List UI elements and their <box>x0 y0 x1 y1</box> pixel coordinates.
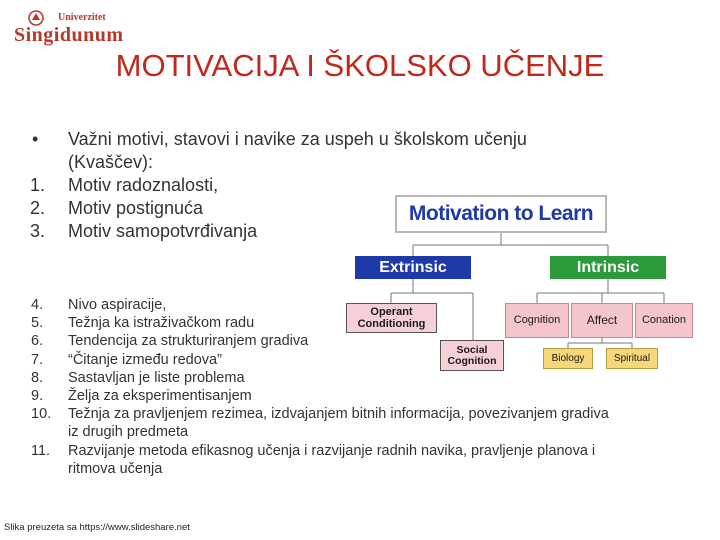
item-number: 1. <box>30 175 46 195</box>
spiritual-box: Spiritual <box>606 348 658 369</box>
cognition-box: Cognition <box>505 303 569 338</box>
social-line-2: Cognition <box>447 354 497 367</box>
logo-top-text: Univerzitet <box>58 12 106 23</box>
logo-main-text: Singidunum <box>14 24 124 46</box>
item-number: 8. <box>31 369 44 386</box>
social-line-1: Social <box>456 343 488 356</box>
intro-bullet <box>30 128 690 151</box>
conation-box: Conation <box>635 303 693 338</box>
item-continuation: iz drugih predmeta <box>68 424 189 441</box>
image-credit: Slika preuzeta sa https://www.slideshare.net <box>4 522 190 533</box>
social-cognition-box <box>440 340 504 371</box>
item-number: 2. <box>30 198 46 218</box>
operant-line-1: Operant <box>370 306 413 318</box>
list-item <box>31 405 691 423</box>
intro-line-2: (Kvaščev): <box>68 152 154 172</box>
item-text: Motiv radoznalosti, <box>68 175 219 195</box>
item-number: 4. <box>31 297 44 313</box>
item-text: “Čitanje između redova” <box>68 351 222 368</box>
item-text: Razvijanje metoda efikasnog učenja i razvijanje radnih navika, pravljenje planova i <box>68 442 596 459</box>
item-text: Tendencija za strukturiranjem gradiva <box>68 333 309 350</box>
operant-line-2: Conditioning <box>357 318 426 330</box>
university-logo <box>14 10 124 50</box>
operant-conditioning-box <box>346 303 437 333</box>
item-text: Težnja za pravljenjem rezimea, izdvajanjem bitnih informacija, povezivanjem gradiva <box>68 406 609 423</box>
intrinsic-box: Intrinsic <box>550 256 666 279</box>
extrinsic-box: Extrinsic <box>355 256 471 279</box>
item-number: 10. <box>31 406 52 423</box>
bullet-mark: • <box>32 129 39 149</box>
item-text: Motiv samopotvrđivanja <box>68 221 258 241</box>
affect-box: Affect <box>571 303 633 338</box>
item-text: Nivo aspiracije, <box>68 297 167 313</box>
motivation-diagram <box>343 193 693 373</box>
motivation-to-learn-box: Motivation to Learn <box>395 195 607 233</box>
item-number: 11. <box>31 442 51 459</box>
biology-box: Biology <box>543 348 593 369</box>
item-number: 9. <box>31 388 44 405</box>
slide-title: MOTIVACIJA I ŠKOLSKO UČENJE <box>115 48 605 83</box>
item-number: 7. <box>31 351 44 368</box>
intro-line-1: Važni motivi, stavovi i navike za uspeh u školskom učenju <box>68 129 527 149</box>
list-item <box>31 387 691 405</box>
item-text: Težnja ka istraživačkom radu <box>68 315 255 332</box>
item-number: 3. <box>30 221 46 241</box>
item-number: 6. <box>31 333 44 350</box>
item-text: Sastavljan je liste problema <box>68 369 245 386</box>
list-item <box>31 442 691 460</box>
item-continuation: ritmova učenja <box>68 460 163 477</box>
operant-conditioning-box-inner <box>347 304 436 332</box>
item-number: 5. <box>31 315 44 332</box>
item-text: Želja za eksperimentisanjem <box>68 388 252 405</box>
item-text: Motiv postignuća <box>68 198 204 218</box>
